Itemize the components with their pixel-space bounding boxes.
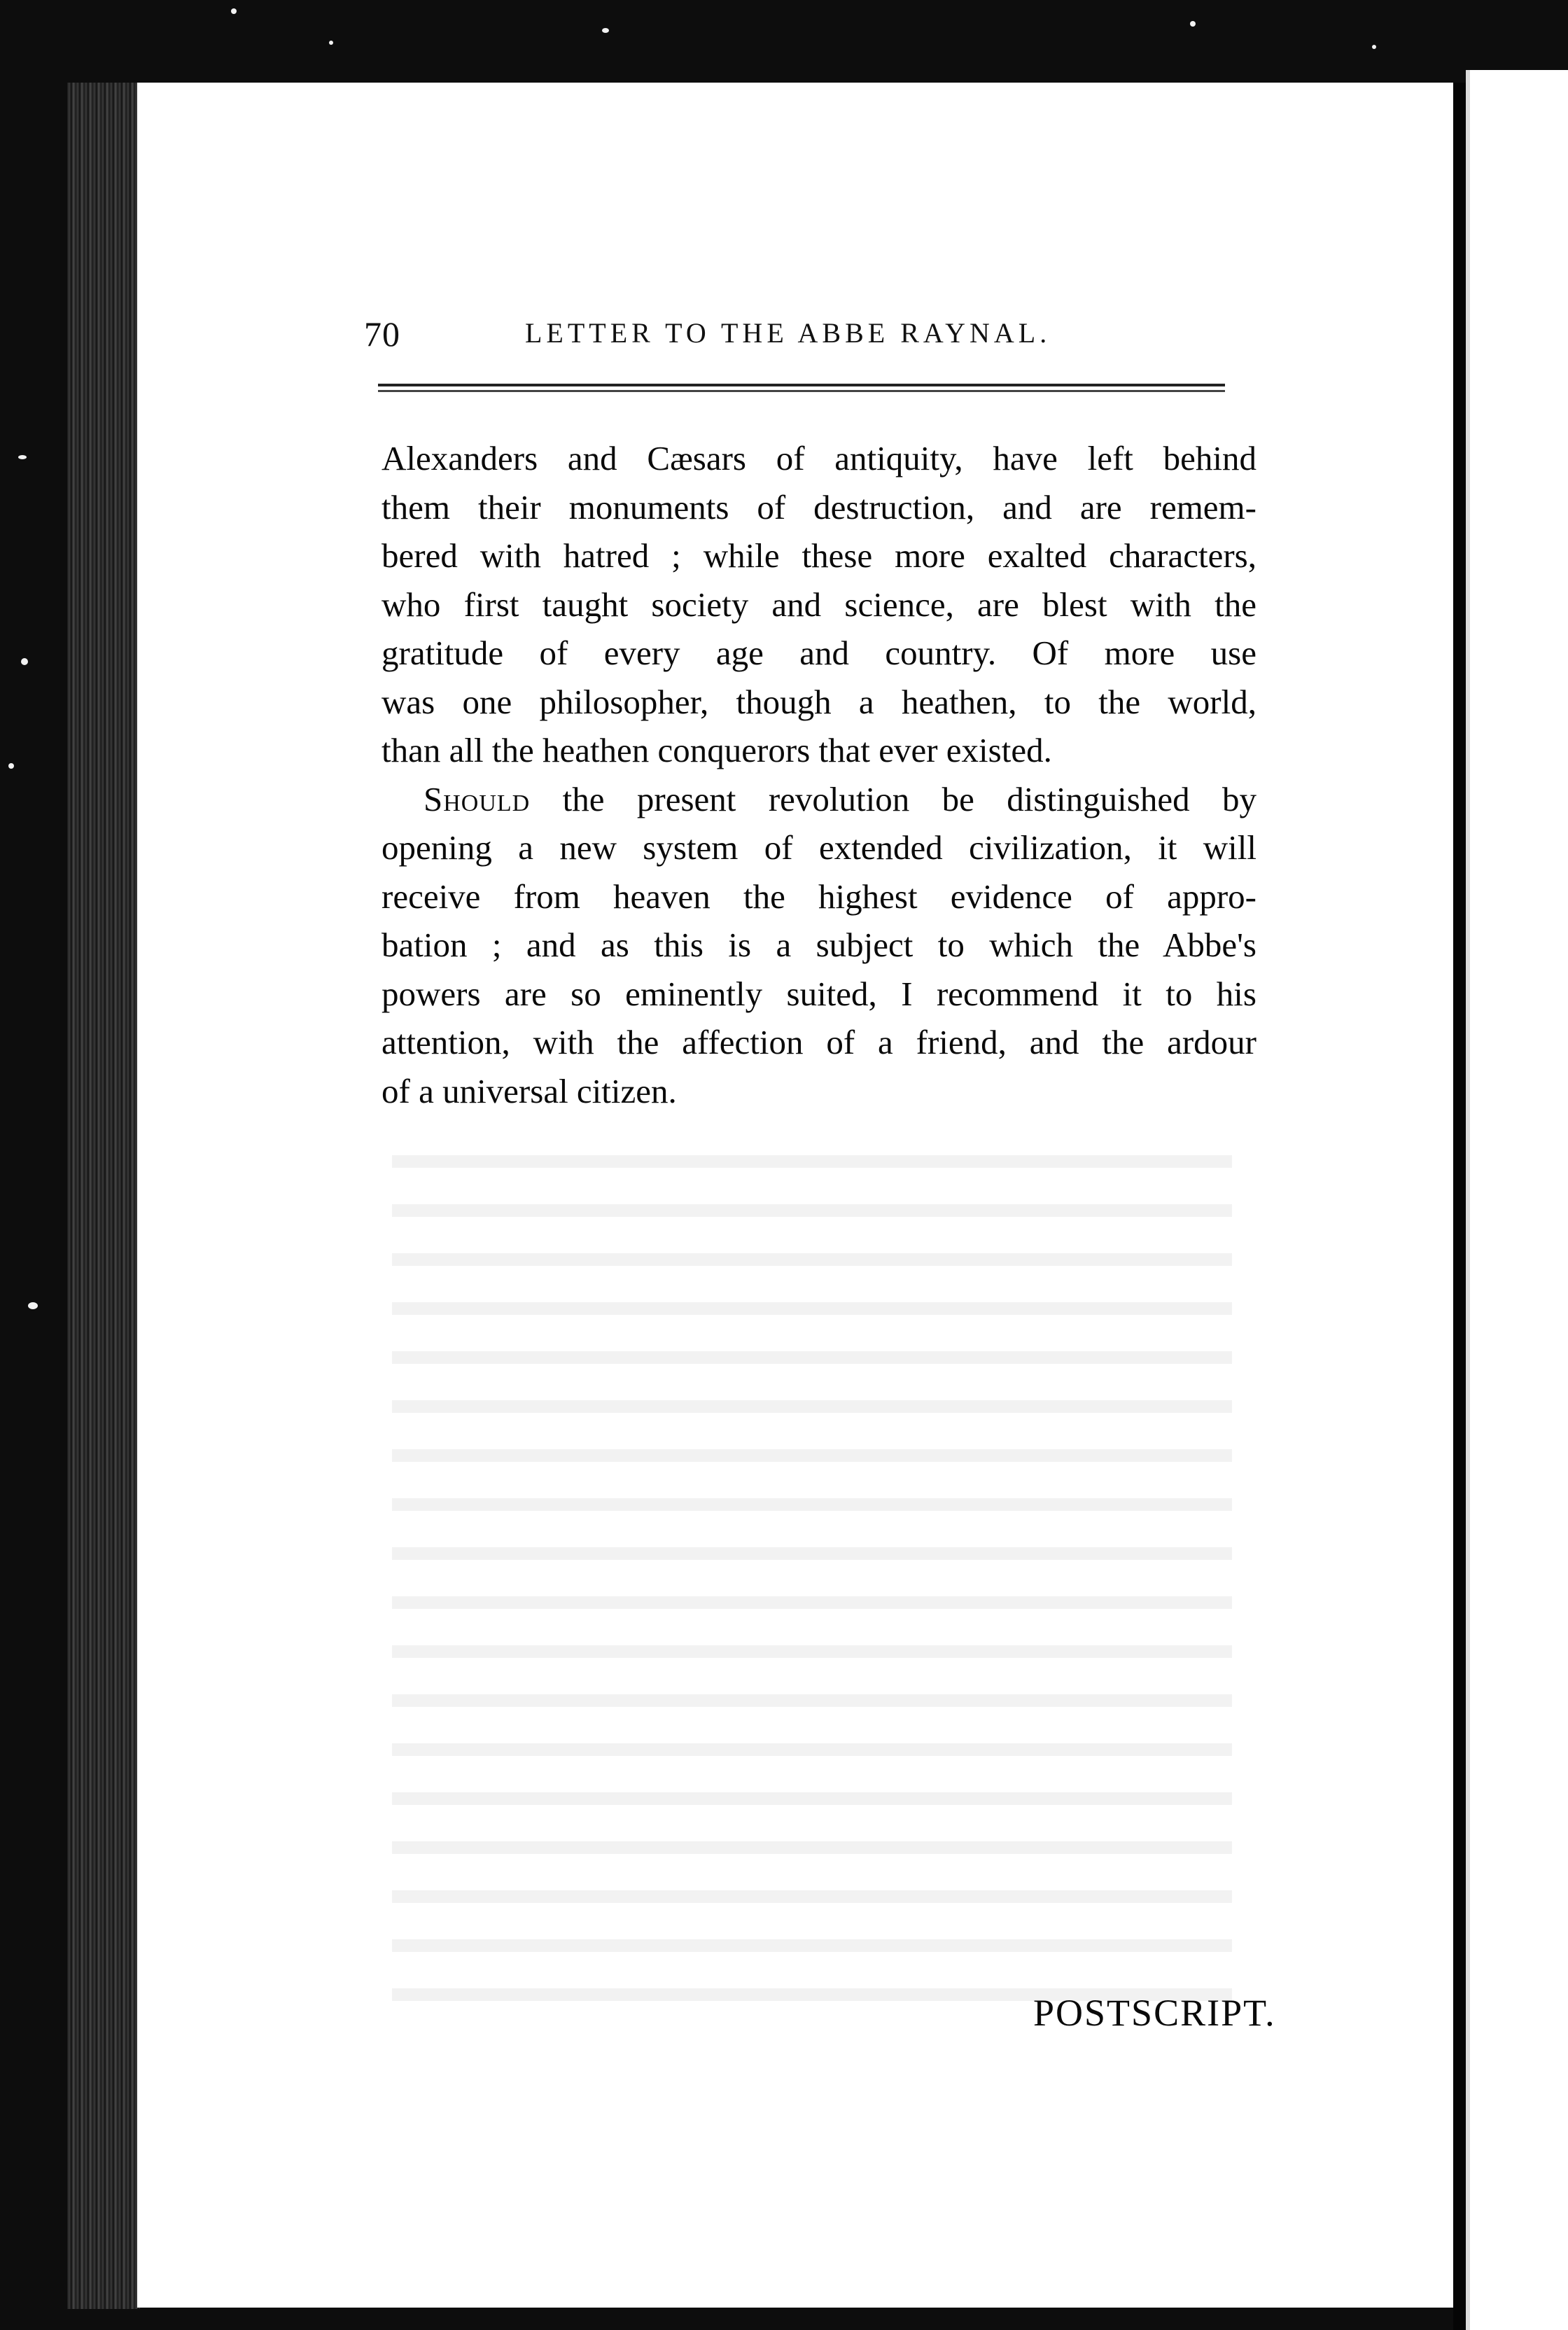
running-head-title: LETTER TO THE ABBE RAYNAL. — [525, 317, 1051, 349]
scan-speck — [28, 1302, 38, 1309]
page-number: 70 — [364, 314, 400, 354]
scan-speck — [1190, 21, 1196, 27]
facing-page-edge — [1466, 70, 1470, 2330]
text-line: bered with hatred ; while these more exalted characters, — [382, 536, 1256, 575]
scan-speck — [21, 658, 28, 665]
paragraph-lead-word: Should — [424, 779, 531, 818]
text-line: than all the heathen conquerors that ever existed. — [382, 731, 1052, 769]
text-line: powers are so eminently suited, I recommend it to his — [382, 974, 1256, 1013]
scan-speck — [18, 455, 27, 459]
text-line: was one philosopher, though a heathen, to the world, — [382, 682, 1256, 721]
text-line: receive from heaven the highest evidence of appro- — [382, 877, 1256, 916]
text-line: gratitude of every age and country. Of more use — [382, 634, 1256, 672]
scan-speck — [329, 41, 333, 45]
body-text — [382, 434, 1256, 1115]
text-line: attention, with the affection of a friend, and the ardour — [382, 1023, 1256, 1061]
catchword: POSTSCRIPT. — [1033, 1992, 1276, 2034]
text-line: opening a new system of extended civilization, it will — [382, 828, 1256, 867]
running-head — [364, 314, 1232, 363]
scan-speck — [1372, 45, 1376, 49]
text-line — [382, 775, 1256, 824]
scan-speck — [231, 8, 237, 14]
bleed-through — [392, 1134, 1232, 2016]
facing-page — [1466, 70, 1568, 2330]
text-line: of a universal citizen. — [382, 1071, 677, 1110]
book-page-edge — [67, 83, 140, 2309]
text-line: bation ; and as this is a subject to which the Abbe's — [382, 926, 1256, 964]
paragraph-2 — [382, 775, 1256, 1116]
text-line-rest: the present revolution be distinguished by — [562, 779, 1257, 818]
header-rule — [378, 384, 1225, 392]
gutter-shadow — [1453, 83, 1466, 2330]
scan-speck — [602, 28, 609, 33]
text-line: who first taught society and science, are blest with the — [382, 585, 1256, 624]
scan-speck — [8, 763, 14, 769]
text-line: them their monuments of destruction, and are remem- — [382, 487, 1256, 526]
text-line: Alexanders and Cæsars of antiquity, have left behind — [382, 439, 1256, 477]
paragraph-1 — [382, 434, 1256, 775]
